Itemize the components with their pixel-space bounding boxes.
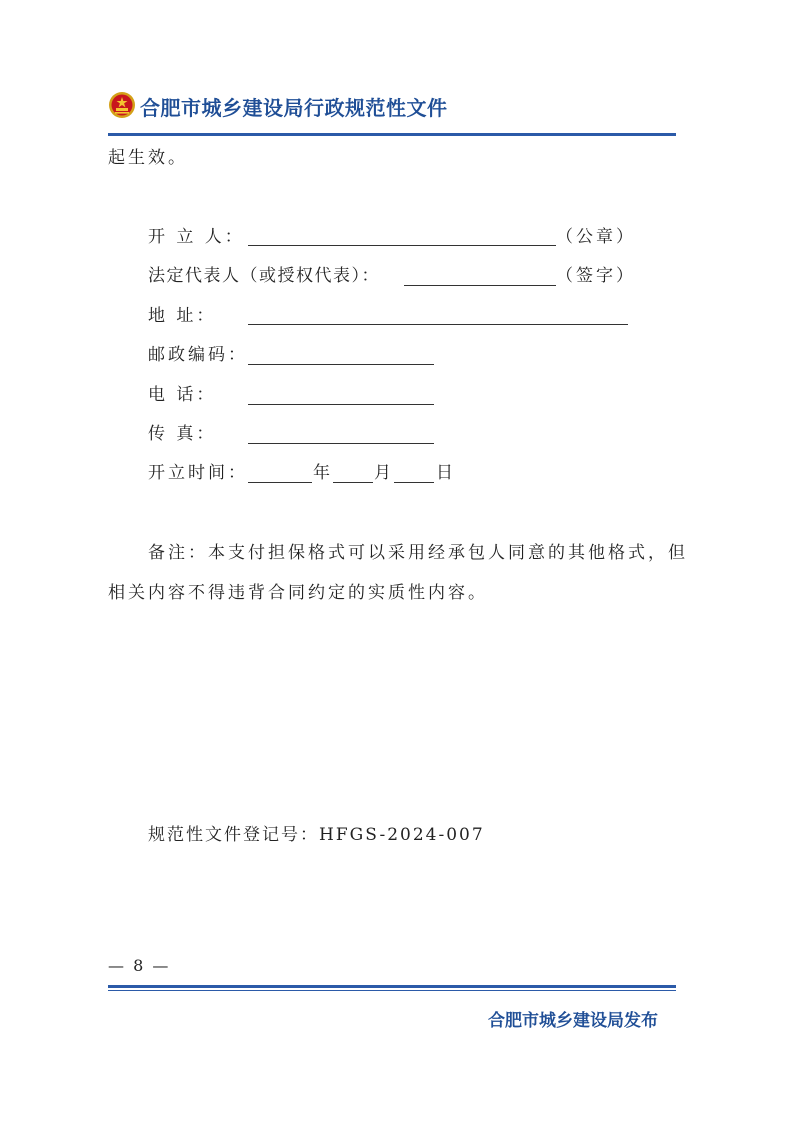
footer-rule-bottom [108, 990, 676, 991]
address-label: 地 址： [148, 306, 217, 326]
phone-label: 电 话： [148, 385, 217, 405]
date-label: 开立时间： [148, 463, 248, 483]
national-emblem-icon [108, 91, 136, 119]
postcode-label: 邮政编码： [148, 345, 248, 365]
day-label: 日 [436, 463, 456, 483]
legal-rep-label: 法定代表人（或授权代表）： [148, 266, 380, 286]
intro-text: 起生效。 [108, 148, 188, 168]
postcode-blank [248, 364, 434, 365]
day-blank [394, 482, 434, 483]
issuer-blank [248, 245, 556, 246]
fax-label: 传 真： [148, 424, 217, 444]
header-rule [108, 133, 676, 136]
phone-blank [248, 404, 434, 405]
footer-publisher: 合肥市城乡建设局发布 [488, 1011, 658, 1031]
footer-rule-top [108, 985, 676, 988]
page-number: — 8 — [108, 956, 171, 975]
month-label: 月 [374, 463, 394, 483]
legal-rep-blank [404, 285, 556, 286]
year-blank [248, 482, 312, 483]
note-line-1: 备注：本支付担保格式可以采用经承包人同意的其他格式，但 [148, 543, 688, 563]
fax-blank [248, 443, 434, 444]
header-title: 合肥市城乡建设局行政规范性文件 [140, 96, 448, 120]
month-blank [333, 482, 373, 483]
issuer-label: 开 立 人： [148, 227, 245, 247]
registration-number: 规范性文件登记号：HFGS-2024-007 [148, 825, 485, 845]
issuer-suffix: （公章） [556, 227, 636, 247]
note-line-2: 相关内容不得违背合同约定的实质性内容。 [108, 583, 488, 603]
year-label: 年 [313, 463, 333, 483]
legal-rep-suffix: （签字） [556, 266, 636, 286]
address-blank [248, 324, 628, 325]
